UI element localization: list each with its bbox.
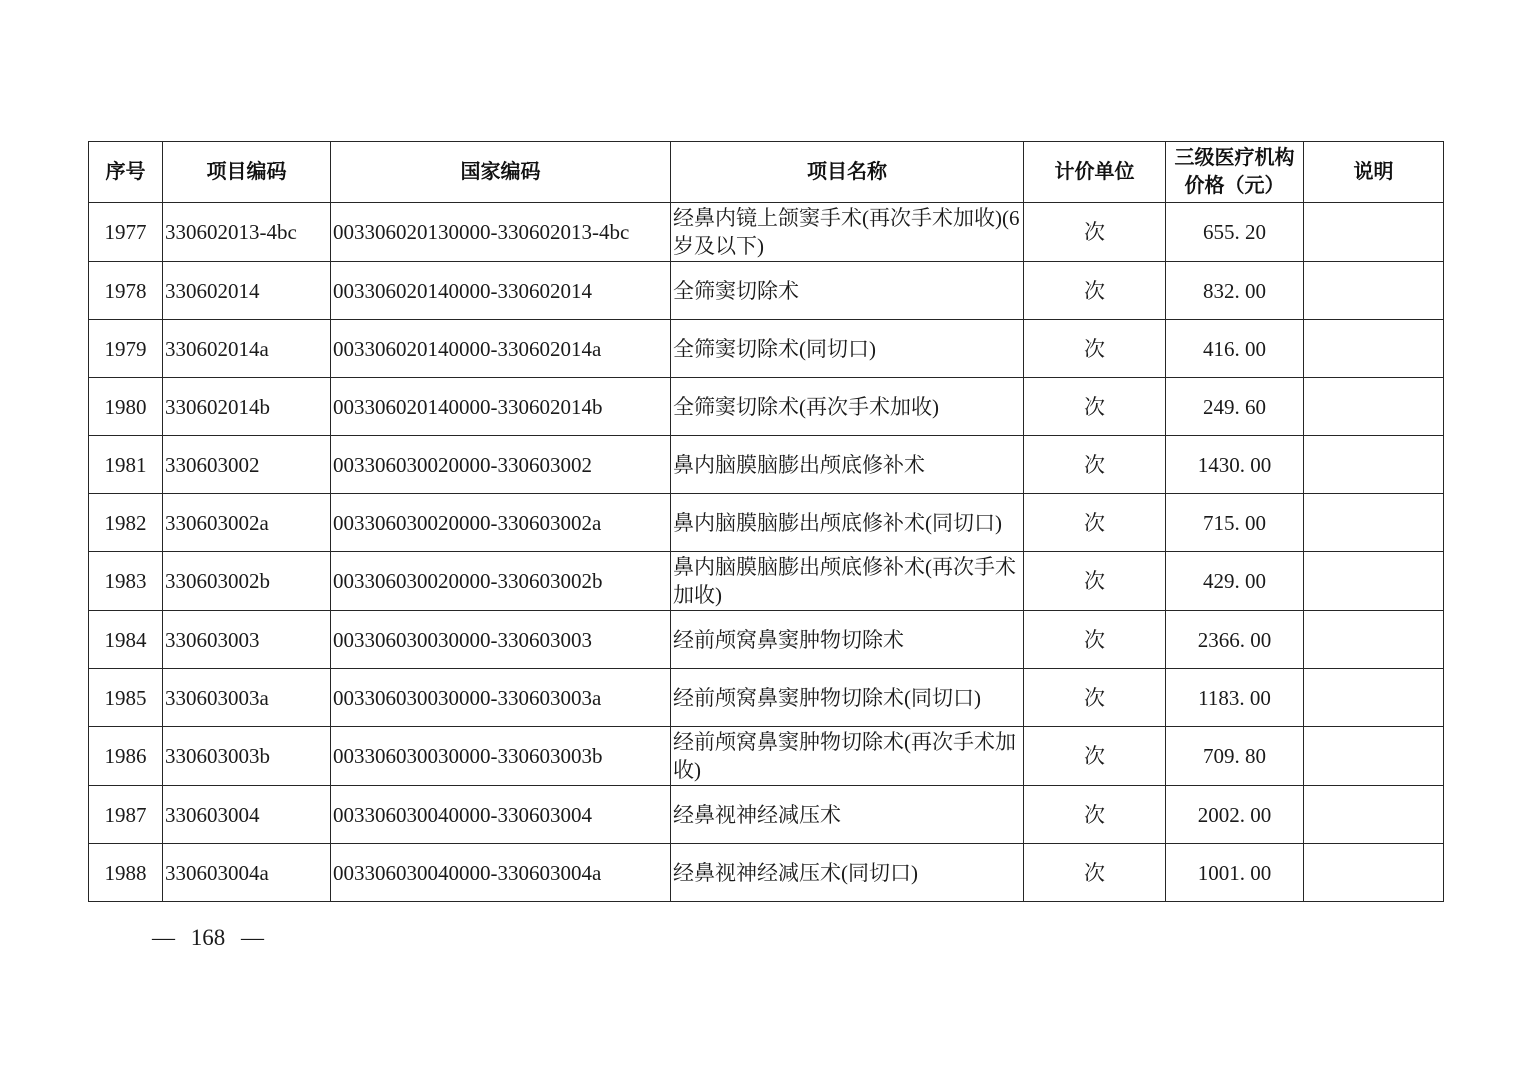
cell-price: 1183. 00 xyxy=(1166,669,1304,727)
cell-unit: 次 xyxy=(1024,786,1166,844)
cell-national-code: 003306030020000-330603002 xyxy=(331,436,671,494)
col-header-price: 三级医疗机构价格（元） xyxy=(1166,142,1304,203)
cell-project-code: 330603003a xyxy=(163,669,331,727)
cell-note xyxy=(1304,611,1444,669)
price-table xyxy=(88,141,1444,902)
cell-price: 715. 00 xyxy=(1166,494,1304,552)
cell-serial: 1988 xyxy=(89,844,163,902)
cell-item-name: 经前颅窝鼻窦肿物切除术(再次手术加收) xyxy=(671,727,1024,786)
table-row xyxy=(89,611,1444,669)
col-header-national-code: 国家编码 xyxy=(331,142,671,203)
cell-project-code: 330603003b xyxy=(163,727,331,786)
col-header-item-name: 项目名称 xyxy=(671,142,1024,203)
cell-price: 2366. 00 xyxy=(1166,611,1304,669)
cell-price: 709. 80 xyxy=(1166,727,1304,786)
cell-project-code: 330603002a xyxy=(163,494,331,552)
cell-national-code: 003306030040000-330603004a xyxy=(331,844,671,902)
cell-item-name: 鼻内脑膜脑膨出颅底修补术 xyxy=(671,436,1024,494)
col-header-serial: 序号 xyxy=(89,142,163,203)
cell-unit: 次 xyxy=(1024,262,1166,320)
cell-price: 1001. 00 xyxy=(1166,844,1304,902)
cell-national-code: 003306020130000-330602013-4bc xyxy=(331,203,671,262)
cell-unit: 次 xyxy=(1024,669,1166,727)
cell-national-code: 003306020140000-330602014a xyxy=(331,320,671,378)
cell-project-code: 330602014 xyxy=(163,262,331,320)
cell-serial: 1987 xyxy=(89,786,163,844)
cell-price: 2002. 00 xyxy=(1166,786,1304,844)
cell-price: 1430. 00 xyxy=(1166,436,1304,494)
cell-serial: 1977 xyxy=(89,203,163,262)
cell-item-name: 鼻内脑膜脑膨出颅底修补术(同切口) xyxy=(671,494,1024,552)
cell-note xyxy=(1304,727,1444,786)
cell-item-name: 全筛窦切除术 xyxy=(671,262,1024,320)
cell-unit: 次 xyxy=(1024,436,1166,494)
cell-project-code: 330602014a xyxy=(163,320,331,378)
cell-serial: 1982 xyxy=(89,494,163,552)
cell-price: 429. 00 xyxy=(1166,552,1304,611)
table-row xyxy=(89,669,1444,727)
cell-national-code: 003306020140000-330602014b xyxy=(331,378,671,436)
table-row xyxy=(89,494,1444,552)
table-row xyxy=(89,552,1444,611)
cell-price: 655. 20 xyxy=(1166,203,1304,262)
table-row xyxy=(89,378,1444,436)
table-row xyxy=(89,436,1444,494)
cell-unit: 次 xyxy=(1024,378,1166,436)
cell-national-code: 003306030020000-330603002a xyxy=(331,494,671,552)
cell-national-code: 003306030040000-330603004 xyxy=(331,786,671,844)
cell-serial: 1978 xyxy=(89,262,163,320)
cell-serial: 1980 xyxy=(89,378,163,436)
cell-item-name: 经前颅窝鼻窦肿物切除术 xyxy=(671,611,1024,669)
cell-price: 832. 00 xyxy=(1166,262,1304,320)
cell-unit: 次 xyxy=(1024,552,1166,611)
cell-note xyxy=(1304,786,1444,844)
cell-project-code: 330603004a xyxy=(163,844,331,902)
col-header-note: 说明 xyxy=(1304,142,1444,203)
table-row xyxy=(89,203,1444,262)
cell-note xyxy=(1304,552,1444,611)
cell-item-name: 经鼻内镜上颌窦手术(再次手术加收)(6岁及以下) xyxy=(671,203,1024,262)
cell-project-code: 330603002b xyxy=(163,552,331,611)
cell-project-code: 330603003 xyxy=(163,611,331,669)
cell-note xyxy=(1304,494,1444,552)
cell-national-code: 003306030020000-330603002b xyxy=(331,552,671,611)
cell-note xyxy=(1304,436,1444,494)
cell-serial: 1986 xyxy=(89,727,163,786)
cell-item-name: 经鼻视神经减压术 xyxy=(671,786,1024,844)
cell-serial: 1983 xyxy=(89,552,163,611)
cell-item-name: 全筛窦切除术(再次手术加收) xyxy=(671,378,1024,436)
cell-note xyxy=(1304,262,1444,320)
cell-note xyxy=(1304,378,1444,436)
cell-unit: 次 xyxy=(1024,203,1166,262)
table-row xyxy=(89,262,1444,320)
table-row xyxy=(89,786,1444,844)
table-row xyxy=(89,844,1444,902)
cell-serial: 1985 xyxy=(89,669,163,727)
cell-unit: 次 xyxy=(1024,844,1166,902)
cell-national-code: 003306030030000-330603003a xyxy=(331,669,671,727)
cell-unit: 次 xyxy=(1024,494,1166,552)
cell-project-code: 330603004 xyxy=(163,786,331,844)
cell-price: 416. 00 xyxy=(1166,320,1304,378)
col-header-unit: 计价单位 xyxy=(1024,142,1166,203)
table-header-row xyxy=(89,142,1444,203)
cell-price: 249. 60 xyxy=(1166,378,1304,436)
cell-serial: 1984 xyxy=(89,611,163,669)
cell-project-code: 330602013-4bc xyxy=(163,203,331,262)
cell-note xyxy=(1304,203,1444,262)
cell-item-name: 全筛窦切除术(同切口) xyxy=(671,320,1024,378)
col-header-project-code: 项目编码 xyxy=(163,142,331,203)
cell-serial: 1979 xyxy=(89,320,163,378)
cell-national-code: 003306020140000-330602014 xyxy=(331,262,671,320)
table-row xyxy=(89,320,1444,378)
cell-item-name: 经前颅窝鼻窦肿物切除术(同切口) xyxy=(671,669,1024,727)
cell-project-code: 330602014b xyxy=(163,378,331,436)
cell-unit: 次 xyxy=(1024,727,1166,786)
cell-item-name: 经鼻视神经减压术(同切口) xyxy=(671,844,1024,902)
cell-note xyxy=(1304,669,1444,727)
cell-item-name: 鼻内脑膜脑膨出颅底修补术(再次手术加收) xyxy=(671,552,1024,611)
cell-unit: 次 xyxy=(1024,320,1166,378)
cell-serial: 1981 xyxy=(89,436,163,494)
cell-national-code: 003306030030000-330603003 xyxy=(331,611,671,669)
page-number: — 168 — xyxy=(152,925,264,950)
table-row xyxy=(89,727,1444,786)
cell-note xyxy=(1304,844,1444,902)
cell-national-code: 003306030030000-330603003b xyxy=(331,727,671,786)
cell-project-code: 330603002 xyxy=(163,436,331,494)
cell-note xyxy=(1304,320,1444,378)
cell-unit: 次 xyxy=(1024,611,1166,669)
